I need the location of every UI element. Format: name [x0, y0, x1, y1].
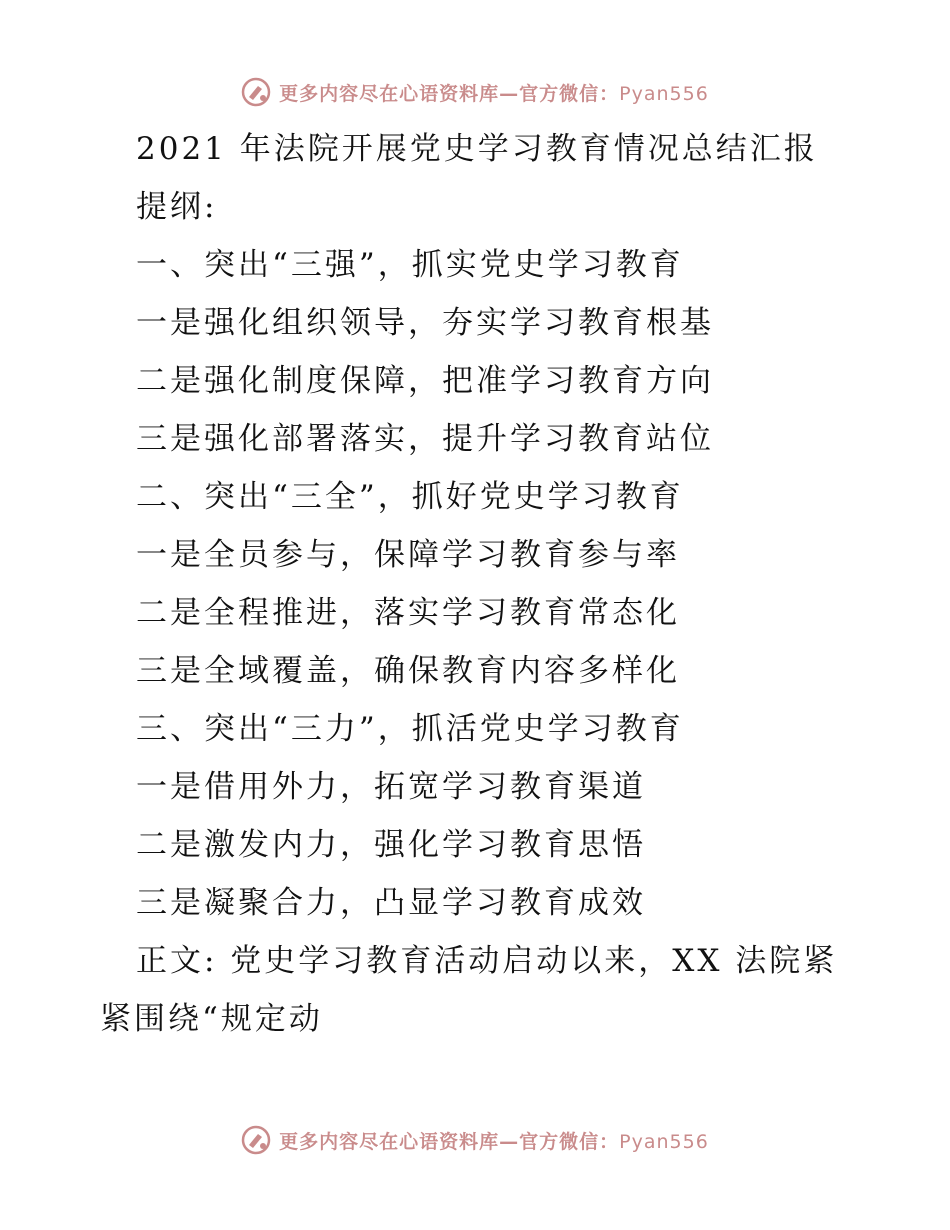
outline-item: 二是强化制度保障，把准学习教育方向 — [136, 363, 714, 399]
watermark-text: 更多内容尽在心语资料库—官方微信：Pyan556 — [279, 1130, 709, 1153]
outline-item: 三是全域覆盖，确保教育内容多样化 — [136, 653, 680, 689]
outline-label: 提纲: — [136, 189, 218, 225]
outline-item: 一是借用外力，拓宽学习教育渠道 — [136, 769, 646, 805]
outline-item: 一是强化组织领导，夯实学习教育根基 — [136, 305, 714, 341]
outline-item: 二、突出“三全”，抓好党史学习教育 — [136, 479, 684, 515]
outline-item: 三、突出“三力”，抓活党史学习教育 — [136, 711, 684, 747]
outline-item: 三是强化部署落实，提升学习教育站位 — [136, 421, 714, 457]
watermark-text: 更多内容尽在心语资料库—官方微信：Pyan556 — [279, 82, 709, 105]
outline-item: 一是全员参与，保障学习教育参与率 — [136, 537, 680, 573]
outline-item: 二是全程推进，落实学习教育常态化 — [136, 595, 680, 631]
outline-item: 二是激发内力，强化学习教育思悟 — [136, 827, 646, 863]
logo-icon — [241, 77, 271, 107]
outline-item: 一、突出“三强”，抓实党史学习教育 — [136, 247, 684, 283]
outline-item: 三是凝聚合力，凸显学习教育成效 — [136, 885, 646, 921]
body-paragraph: 正文: 党史学习教育活动启动以来，XX 法院紧紧围绕“规定动 — [100, 943, 838, 1037]
document-title: 2021 年法院开展党史学习教育情况总结汇报 — [136, 131, 818, 167]
footer-watermark — [0, 1120, 950, 1160]
logo-icon — [241, 1125, 271, 1155]
header-watermark — [0, 72, 950, 112]
document-body — [100, 120, 840, 1048]
